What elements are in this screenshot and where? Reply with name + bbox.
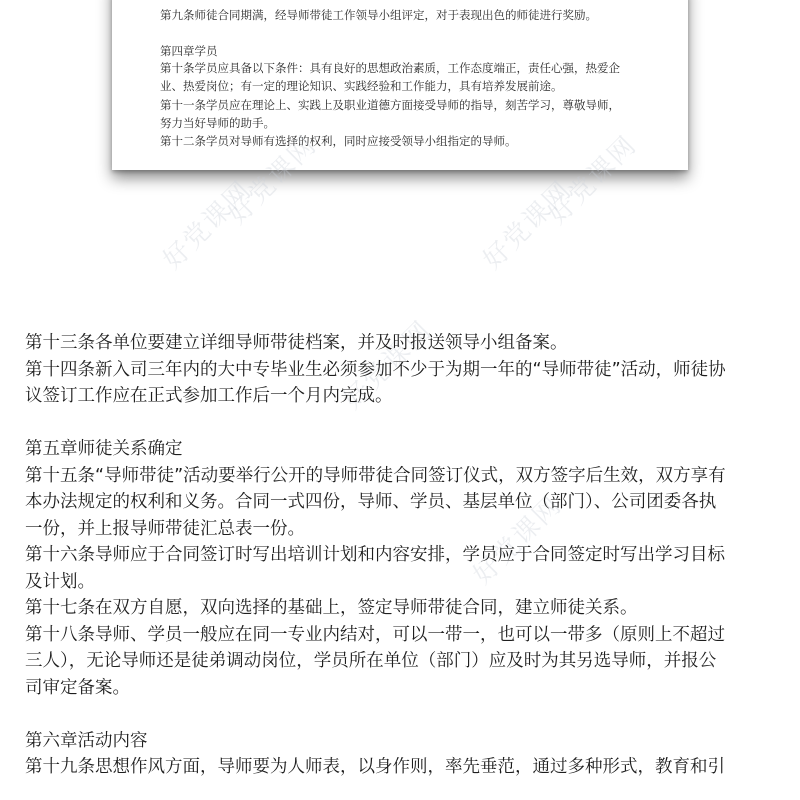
body-line: 第十七条在双方自愿，双向选择的基础上，签定导师带徒合同，建立师徒关系。 [25,598,638,618]
watermark: 好党课网 [477,175,578,276]
body-line: 及计划。 [25,571,95,592]
body-line: 一份，并上报导师带徒汇总表一份。 [25,518,305,539]
body-line: 本办法规定的权利和义务。合同一式四份，导师、学员、基层单位（部门）、公司团委各执 [25,492,717,512]
card-line: 第十条学员应具备以下条件：具有良好的思想政治素质，工作态度端正，责任心强，热爱企 [160,61,620,75]
body-line: 三人），无论导师还是徒弟调动岗位，学员所在单位（部门）应及时为其另选导师，并报公 [25,651,717,671]
chapter-heading: 第五章师徒关系确定 [25,439,183,459]
watermark: 好党课网 [157,175,258,276]
body-line: 第十八条导师、学员一般应在同一专业内结对，可以一带一，也可以一带多（原则上不超过 [25,624,725,645]
body-line [25,410,785,437]
body-line: 第十三条各单位要建立详细导师带徒档案，并及时报送领导小组备案。 [25,333,568,353]
chapter-heading: 第六章活动内容 [25,730,148,751]
watermark: 好党课网 [467,490,568,591]
card-line: 第九条师徒合同期满，经导师带徒工作领导小组评定，对于表现出色的师徒进行奖励。 [160,8,597,22]
body-line: 议签订工作应在正式参加工作后一个月内完成。 [25,386,393,406]
document-body [25,330,785,781]
watermark: 好党课网 [222,130,323,231]
card-line: 第四章学员 [160,44,218,58]
card-line: 业、热爱岗位；有一定的理论知识、实践经验和工作能力，具有培养发展前途。 [160,79,563,93]
card-line: 第十一条学员应在理论上、实践上及职业道德方面接受导师的指导，刻苦学习，尊敬导师， [160,98,620,112]
watermark: 好党课网 [542,130,643,231]
body-line: 第十四条新入司三年内的大中专毕业生必须参加不少于为期一年的“导师带徒”活动，师徒协 [25,359,726,380]
body-line [25,701,785,728]
watermark: 好党课网 [337,315,438,416]
document-page-card [112,0,688,170]
body-line: 第十九条思想作风方面，导师要为人师表，以身作则，率先垂范，通过多种形式，教育和引 [25,757,725,777]
card-line: 努力当好导师的助手。 [160,116,275,130]
body-line: 司审定备案。 [25,677,130,698]
card-line: 第十二条学员对导师有选择的权利，同时应接受领导小组指定的导师。 [160,134,517,148]
body-line: 第十五条“导师带徒”活动要举行公开的导师带徒合同签订仪式，双方签字后生效，双方享有 [25,465,726,486]
body-line: 第十六条导师应于合同签订时写出培训计划和内容安排，学员应于合同签定时写出学习目标 [25,545,725,565]
